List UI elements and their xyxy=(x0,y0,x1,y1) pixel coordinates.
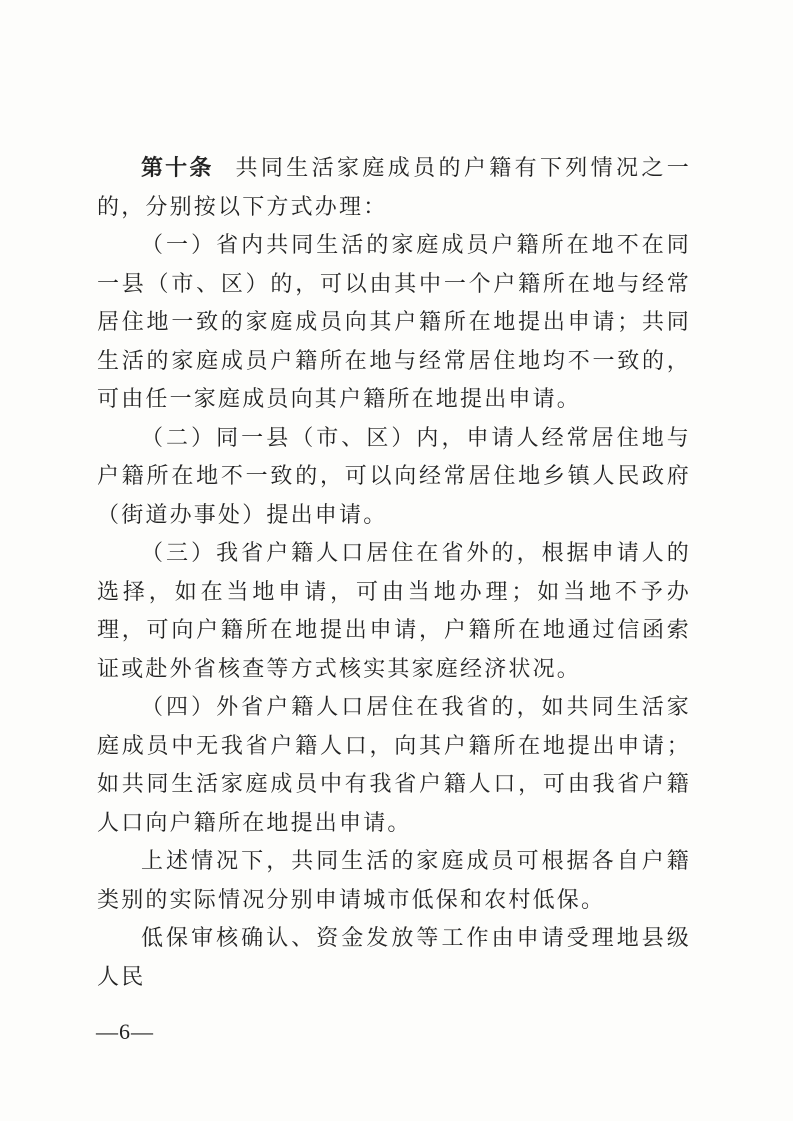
paragraph-text: 共同生活家庭成员的户籍有下列情况之一的，分别按以下方式办理： xyxy=(97,156,691,220)
page-number: —6— xyxy=(96,1019,154,1044)
article-number: 第十条 xyxy=(141,156,214,181)
clause-4: （四）外省户籍人口居住在我省的，如共同生活家庭成员中无我省户籍人口，向其户籍所在地提出申请；如共同生活家庭成员中有我省户籍人口，可由我省户籍人口向户籍所在地提出申请。 xyxy=(97,695,691,836)
document-body xyxy=(97,150,691,997)
article-10-intro xyxy=(97,150,691,227)
clause-2: （二）同一县（市、区）内，申请人经常居住地与户籍所在地不一致的，可以向经常居住地乡镇人民政府（街道办事处）提出申请。 xyxy=(97,425,691,528)
summary-paragraph: 上述情况下，共同生活的家庭成员可根据各自户籍类别的实际情况分别申请城市低保和农村低保。 xyxy=(97,849,691,913)
clause-3: （三）我省户籍人口居住在省外的，根据申请人的选择，如在当地申请，可由当地办理；如当地不予办理，可向户籍所在地提出申请，户籍所在地通过信函索证或赴外省核查等方式核实其家庭经济状况。 xyxy=(97,541,691,682)
clause-1: （一）省内共同生活的家庭成员户籍所在地不在同一县（市、区）的，可以由其中一个户籍所在地与经常居住地一致的家庭成员向其户籍所在地提出申请；共同生活的家庭成员户籍所在地与经常居住地均不一致的，可由任一家庭成员向其户籍所在地提出申请。 xyxy=(97,233,691,412)
continuation-paragraph: 低保审核确认、资金发放等工作由申请受理地县级人民 xyxy=(97,926,691,990)
